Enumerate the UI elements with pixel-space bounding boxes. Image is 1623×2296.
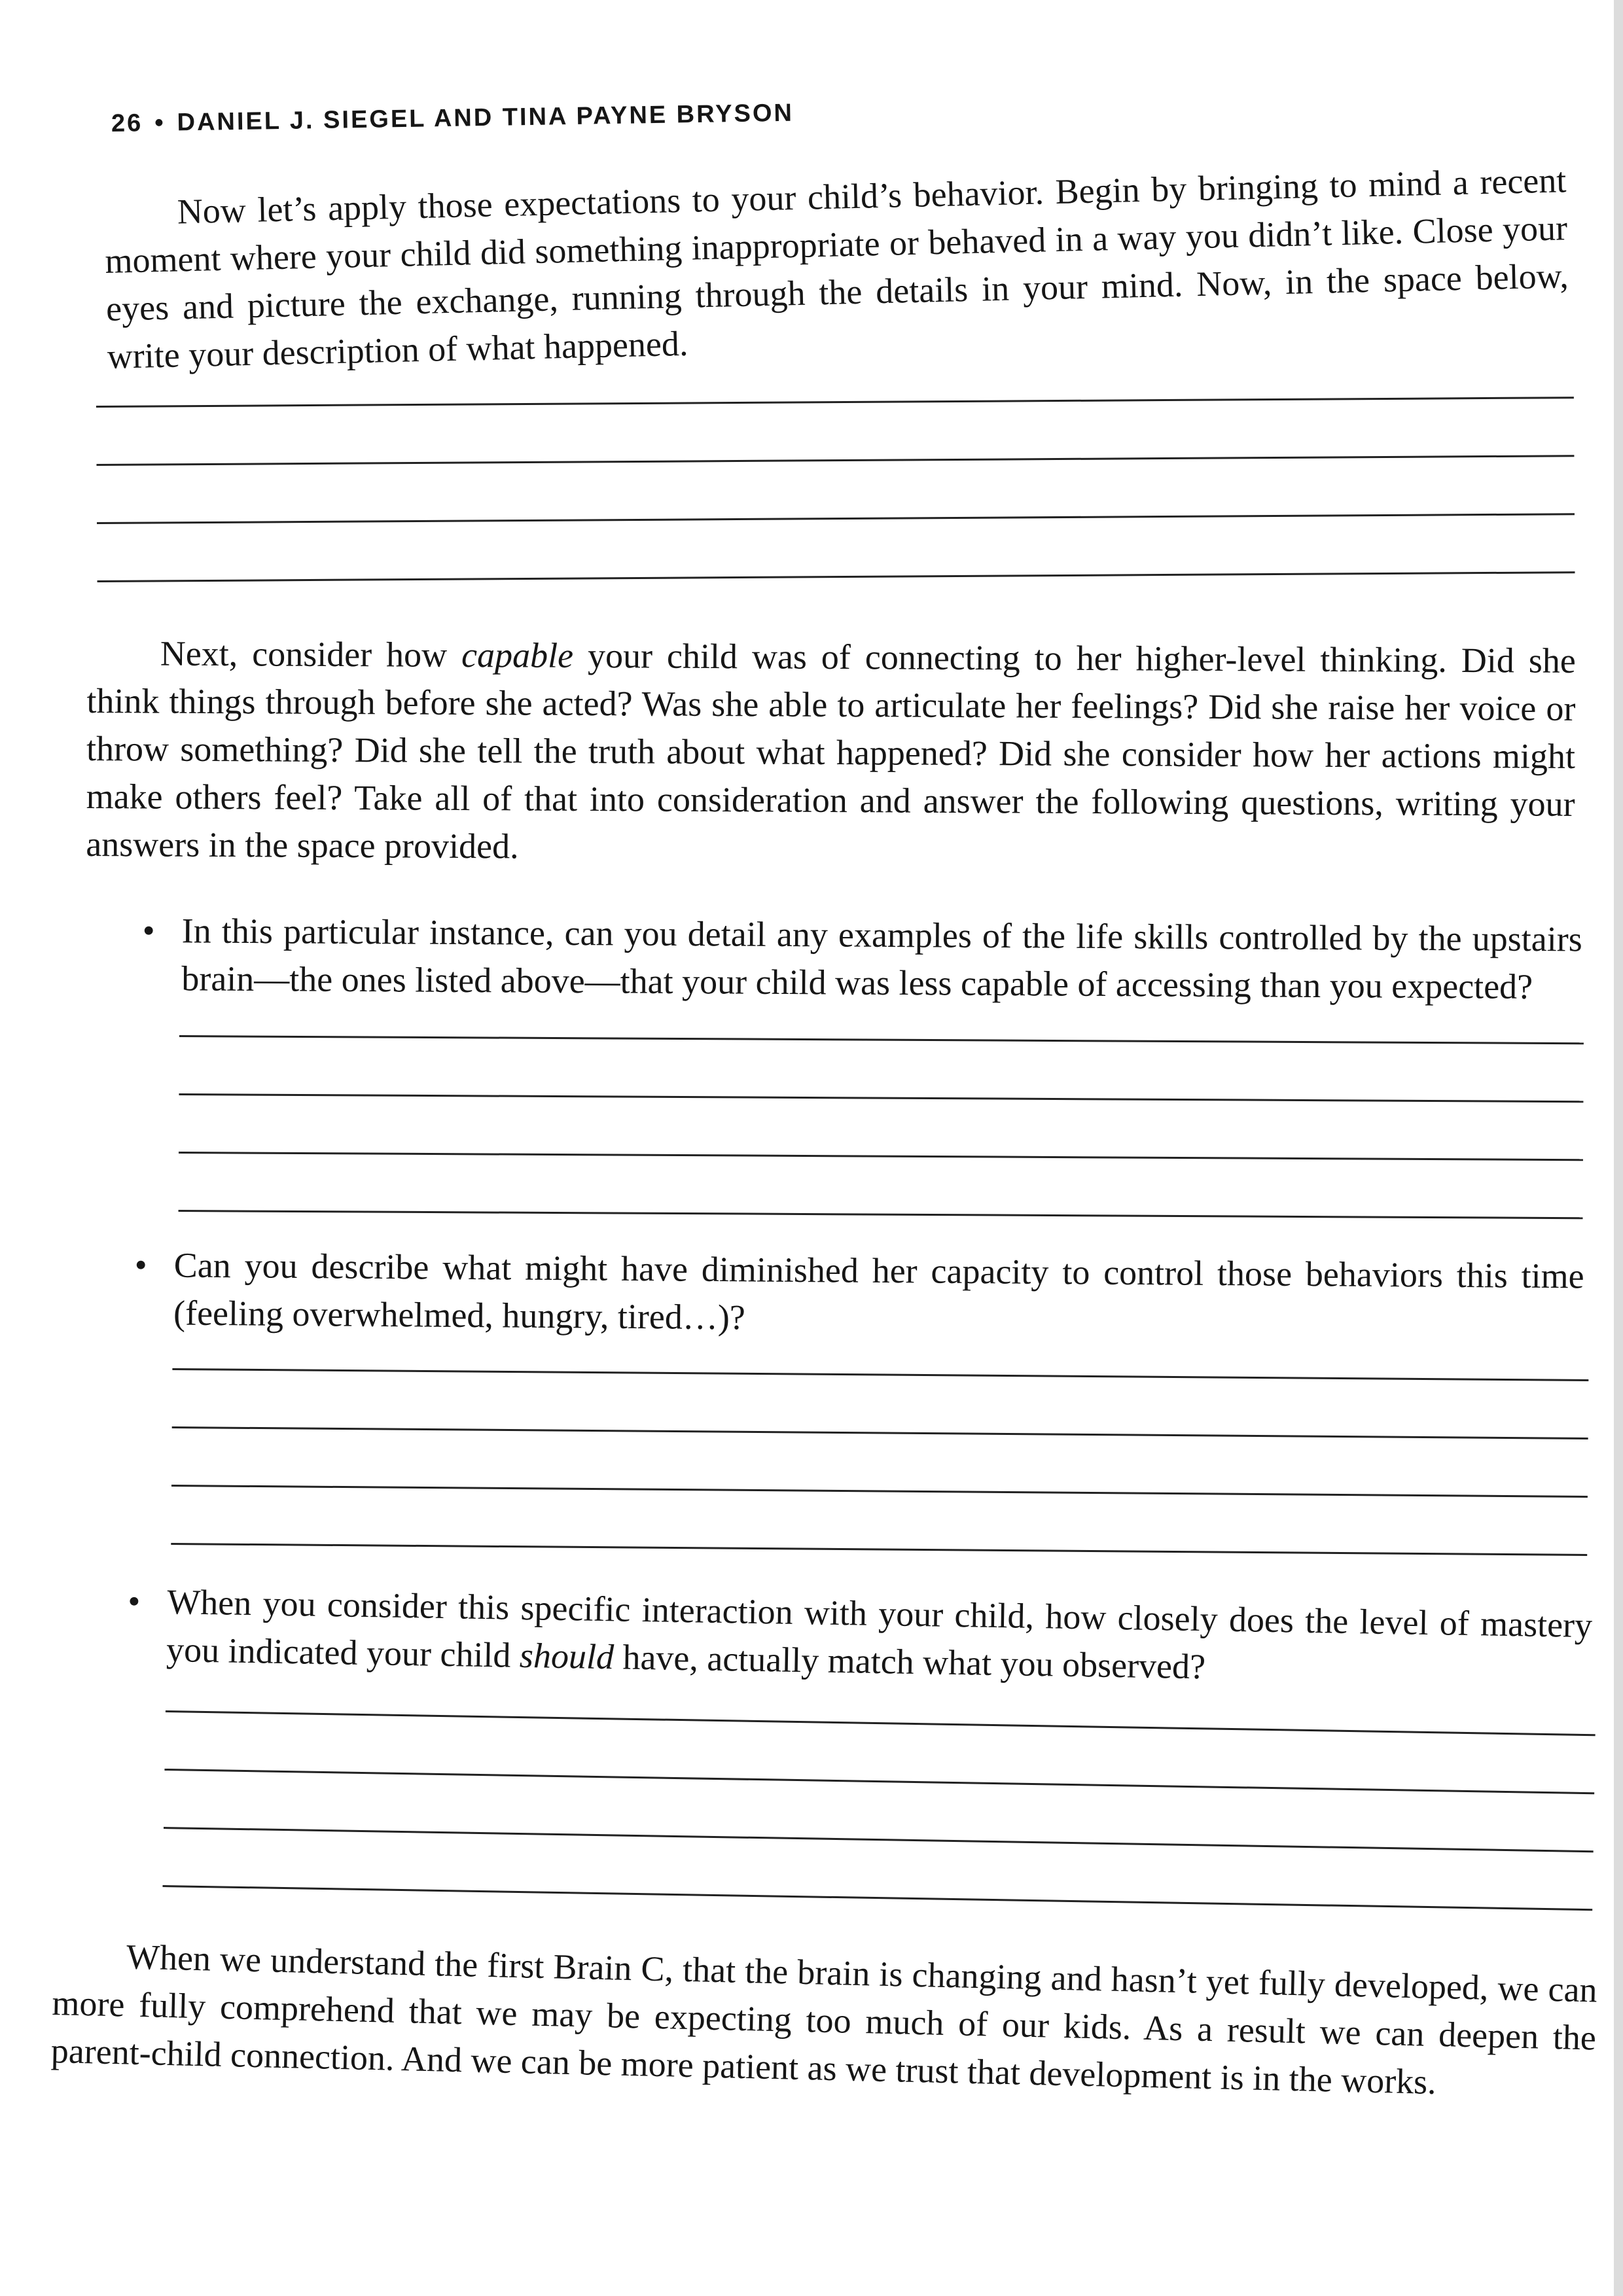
question-3-emphasis: should [519, 1635, 615, 1677]
answer-lines-description[interactable] [96, 397, 1575, 639]
answer-line[interactable] [164, 1769, 1594, 1794]
capable-emphasis: capable [461, 635, 574, 675]
answer-lines-question-3[interactable] [162, 1710, 1596, 1967]
capable-text-before: Next, consider how [160, 633, 462, 675]
answer-line[interactable] [97, 513, 1575, 524]
answer-line[interactable] [96, 397, 1574, 408]
answer-lines-question-2[interactable] [171, 1368, 1589, 1612]
answer-line[interactable] [96, 455, 1574, 466]
capable-text-after: your child was of connecting to her higher-level thinking. Did she think things through before she acted? Was she able to articulate her feelings? Did she raise her voice or throw something? Did she tell the truth about what happened? Did she consider how her actions might make others feel? Take all of that into consideration and answer the following questions, writing your answers in the space provided. [86, 635, 1576, 866]
capable-paragraph [86, 629, 1576, 876]
running-header [111, 99, 794, 138]
answer-line[interactable] [166, 1710, 1596, 1736]
bullet-icon: • [134, 1245, 147, 1285]
intro-text: Now let’s apply those expectations to your child’s behavior. Begin by bringing to mind a recent moment where your child did something inappropriate or behaved in a way you didn’t like. Close your eyes and picture the exchange, running through the details in your mind. Now, in the space below, write your description of what happened. [104, 160, 1569, 376]
answer-line[interactable] [179, 1093, 1583, 1103]
question-2-text: Can you describe what might have diminished her capacity to control those behaviors this time (feeling overwhelmed, hungry, tired…)? [173, 1245, 1584, 1337]
answer-line[interactable] [172, 1426, 1588, 1439]
question-3-text-after: have, actually match what you observed? [613, 1637, 1206, 1687]
question-1 [142, 907, 1582, 1011]
answer-lines-question-1[interactable] [178, 1035, 1584, 1275]
answer-line[interactable] [172, 1368, 1588, 1381]
author-names: DANIEL J. SIEGEL AND TINA PAYNE BRYSON [177, 99, 794, 137]
answer-line[interactable] [179, 1210, 1583, 1219]
answer-line[interactable] [179, 1035, 1584, 1044]
answer-line[interactable] [171, 1543, 1587, 1556]
header-separator: • [154, 109, 166, 137]
page-edge [1614, 0, 1623, 2296]
answer-line[interactable] [179, 1152, 1583, 1161]
closing-text: When we understand the first Brain C, that the brain is changing and hasn’t yet fully developed, we can more fully comprehend that we may be expecting too much of our kids. As a result we can deepen the parent-child connection. And we can be more patient as we trust that development is in the works. [50, 1937, 1598, 2102]
answer-line[interactable] [164, 1827, 1594, 1852]
question-1-text: In this particular instance, can you detail any examples of the life skills controlled by the upstairs brain—the ones listed above—that your child was less capable of accessing than you expected? [181, 911, 1582, 1006]
answer-line[interactable] [171, 1485, 1588, 1498]
bullet-icon: • [127, 1581, 141, 1621]
bullet-icon: • [142, 910, 155, 951]
intro-paragraph [103, 156, 1570, 381]
answer-line[interactable] [98, 571, 1575, 582]
answer-line[interactable] [162, 1885, 1592, 1911]
question-3-text-before: When you consider this specific interaction with your child, how closely does the level of mastery you indicated your child [166, 1581, 1593, 1675]
page-number: 26 [111, 109, 143, 137]
question-2 [134, 1241, 1584, 1348]
